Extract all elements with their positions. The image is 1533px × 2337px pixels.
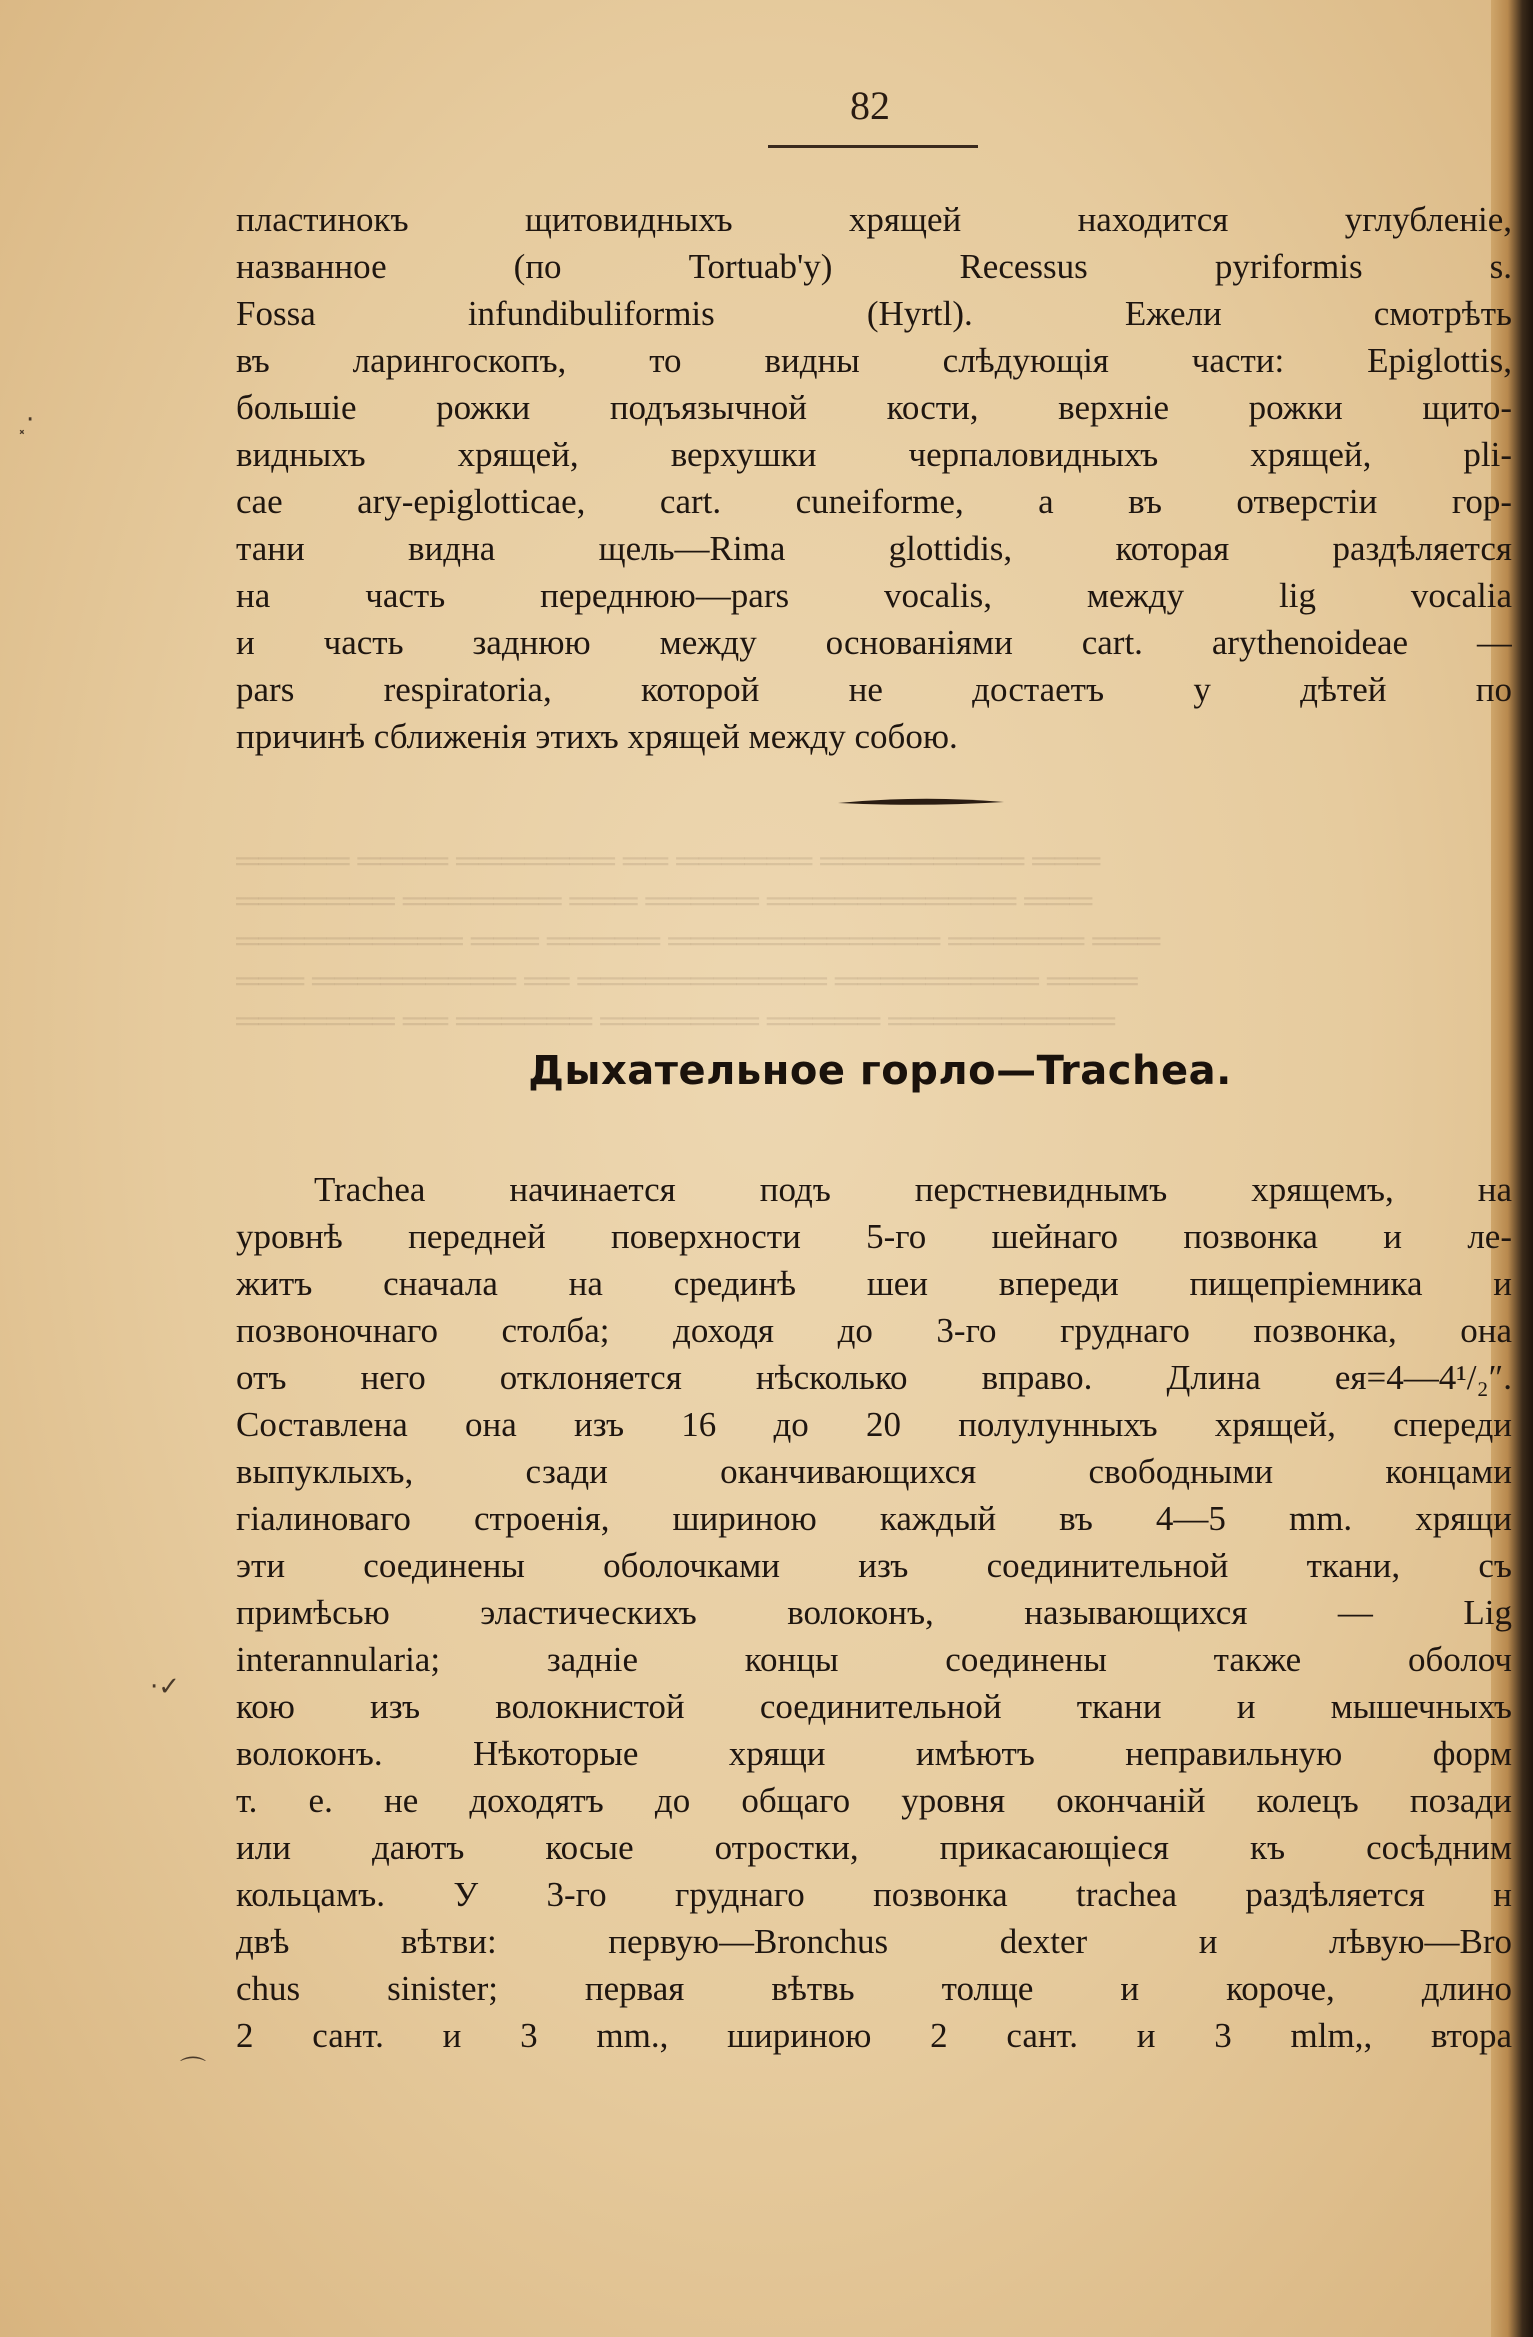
text-line: кольцамъ. У 3-го груднаго позвонка trachea раздѣляется н: [236, 1875, 1512, 1914]
paragraph-continuation: [236, 196, 1512, 760]
page-number: 82: [850, 83, 890, 128]
section-heading: Дыхательное горло—Trachea.: [528, 1048, 1232, 1094]
text-line: pars respiratoria, которой не достаетъ у дѣтей по: [236, 670, 1512, 709]
text-line: выпуклыхъ, сзади оканчивающихся свободными концами: [236, 1452, 1512, 1491]
text-line: причинѣ сближенія этихъ хрящей между собою.: [236, 717, 958, 756]
text-line: видныхъ хрящей, верхушки черпаловидныхъ хрящей, pli-: [236, 435, 1512, 474]
text-line: гіалиноваго строенія, шириною каждый въ 4—5 mm. хрящи: [236, 1499, 1512, 1538]
text-line: Trachea начинается подъ перстневиднымъ хрящемъ, на: [314, 1170, 1512, 1209]
pencil-mark: ·✓: [150, 1672, 181, 1702]
bleed-through-texture: ═════ ════ ═══════ ══ ══════ ═════════ ═══ ═══════ ═══════ ═══ ═════ ═══════════ ═══ ══════════ ═══ ═════ ════════════ ══════ ═══ ═══ ═════════ ══ ═══════════ ═════════ ════ ═══════ ══ ══════ ═══════ ═════ ══════════: [236, 842, 1161, 1038]
text-line: двѣ вѣтви: первую—Bronchus dexter и лѣвую—Bro: [236, 1922, 1512, 1961]
text-line: на часть переднюю—pars vocalis, между lig vocalia: [236, 576, 1512, 615]
text-line: 2 сант. и 3 mm., шириною 2 сант. и 3 mlm,, втора: [236, 2016, 1512, 2055]
text-line: cae ary-epiglotticae, cart. cuneiforme, а въ отверстіи гор-: [236, 482, 1512, 521]
text-line: уровнѣ передней поверхности 5-го шейнаго позвонка и ле-: [236, 1217, 1512, 1256]
text-line: кою изъ волокнистой соединительной ткани и мышечныхъ: [236, 1687, 1512, 1726]
text-line: житъ сначала на срединѣ шеи впереди пищепріемника и: [236, 1264, 1512, 1303]
text-line: тани видна щель—Rima glottidis, которая раздѣляется: [236, 529, 1512, 568]
paragraph-trachea: [236, 1166, 1512, 2059]
text-line: примѣсью эластическихъ волоконъ, называющихся — Lig: [236, 1593, 1512, 1632]
text-line: названное (по Tortuab'y) Recessus pyriformis s.: [236, 247, 1512, 286]
text-line: Составлена она изъ 16 до 20 полулунныхъ хрящей, спереди: [236, 1405, 1512, 1444]
text-line: отъ него отклоняется нѣсколько вправо. Длина ея=4—4¹/₂″.: [236, 1358, 1512, 1397]
text-line: въ ларингоскопъ, то видны слѣдующія части: Epiglottis,: [236, 341, 1512, 380]
text-line: позвоночнаго столба; доходя до 3-го груднаго позвонка, она: [236, 1311, 1512, 1350]
text-line: эти соединены оболочками изъ соединительной ткани, съ: [236, 1546, 1512, 1585]
text-line: волоконъ. Нѣкоторые хрящи имѣютъ неправильную форм: [236, 1734, 1512, 1773]
text-line: или даютъ косые отростки, прикасающіеся къ сосѣдним: [236, 1828, 1512, 1867]
text-line: Fossa infundibuliformis (Hyrtl). Ежели смотрѣть: [236, 294, 1512, 333]
text-line: и часть заднюю между основаніями cart. arythenoideae —: [236, 623, 1512, 662]
text-line: interannularia; задніе концы соединены также оболоч: [236, 1640, 1512, 1679]
text-line: т. е. не доходятъ до общаго уровня окончаній колецъ позади: [236, 1781, 1512, 1820]
text-line: chus sinister; первая вѣтвь толще и короче, длино: [236, 1969, 1512, 2008]
page-number-rule: [768, 145, 978, 148]
text-line: большіе рожки подъязычной кости, верхніе рожки щито-: [236, 388, 1512, 427]
pencil-mark: ⌒: [180, 2056, 207, 2086]
text-line: пластинокъ щитовидныхъ хрящей находится углубленіе,: [236, 200, 1512, 239]
pencil-mark: ⸼·: [20, 405, 35, 435]
